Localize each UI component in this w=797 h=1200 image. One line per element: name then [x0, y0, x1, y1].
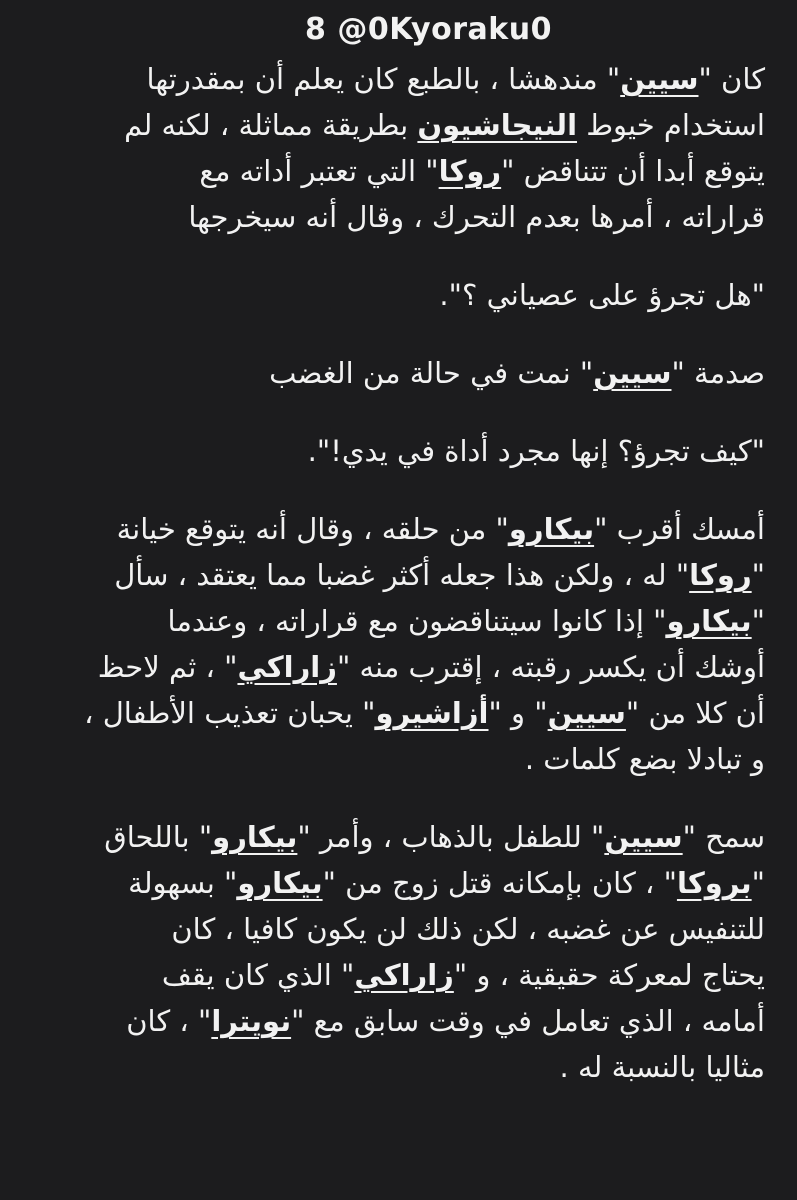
text-line: [78, 736, 765, 782]
character-name: زاراكي: [237, 650, 337, 684]
paragraph: [78, 814, 765, 1090]
text-segment: " ، كان بإمكانه قتل زوج من ": [322, 866, 677, 900]
text-segment: مثاليا بالنسبة له .: [559, 1050, 765, 1084]
character-name: روكا: [438, 154, 502, 188]
text-line: [78, 952, 765, 998]
text-line: [78, 56, 765, 102]
text-line: [78, 272, 765, 318]
text-segment: صدمة ": [671, 356, 765, 390]
text-segment: و تبادلا بضع كلمات .: [524, 742, 765, 776]
character-name: سيين: [547, 696, 626, 730]
text-line: [78, 350, 765, 396]
text-segment: " من حلقه ، وقال أنه يتوقع خيانة: [116, 512, 509, 546]
text-segment: "كيف تجرؤ؟ إنها مجرد أداة في يدي!".: [307, 434, 765, 468]
text-line: [78, 598, 765, 644]
text-segment: ": [751, 866, 765, 900]
text-line: [78, 102, 765, 148]
character-name: بروكا: [676, 866, 752, 900]
character-name: بيكارو: [508, 512, 595, 546]
text-line: [78, 194, 765, 240]
text-line: [78, 148, 765, 194]
text-line: [78, 506, 765, 552]
character-name: النيجاشيون: [417, 108, 578, 142]
text-segment: يتوقع أبدا أن تتناقض ": [501, 154, 765, 188]
text-segment: " للطفل بالذهاب ، وأمر ": [297, 820, 605, 854]
text-segment: استخدام خيوط: [577, 108, 765, 142]
text-segment: "هل تجرؤ على عصياني ؟".: [439, 278, 765, 312]
text-line: [78, 906, 765, 952]
text-line: [78, 644, 765, 690]
text-line: [78, 814, 765, 860]
paragraph: [78, 56, 765, 240]
text-segment: كان ": [698, 62, 765, 96]
character-name: روكا: [689, 558, 752, 592]
character-name: بيكارو: [212, 820, 298, 854]
character-name: سيين: [593, 356, 672, 390]
text-line: [78, 860, 765, 906]
character-name: أزاشيرو: [375, 696, 489, 730]
text-segment: " بسهولة: [128, 866, 238, 900]
text-segment: " الذي كان يقف: [161, 958, 355, 992]
text-segment: " التي تعتبر أداته مع: [199, 154, 439, 188]
text-line: [78, 428, 765, 474]
text-segment: أوشك أن يكسر رقبته ، إقترب منه ": [336, 650, 765, 684]
text-line: [78, 552, 765, 598]
text-line: [78, 998, 765, 1044]
text-segment: أمامه ، الذي تعامل في وقت سابق مع ": [291, 1004, 765, 1038]
character-name: سيين: [620, 62, 699, 96]
character-name: زاراكي: [354, 958, 454, 992]
text-line: [78, 690, 765, 736]
text-segment: " إذا كانوا سيتناقضون مع قراراته ، وعندما: [167, 604, 667, 638]
text-segment: " ، كان: [126, 1004, 212, 1038]
text-segment: ": [751, 558, 765, 592]
text-segment: " له ، ولكن هذا جعله أكثر غضبا مما يعتقد ، سأل: [114, 558, 690, 592]
text-line: [78, 1044, 765, 1090]
paragraph: [78, 350, 765, 396]
paragraph: [78, 272, 765, 318]
character-name: نويترا: [211, 1004, 292, 1038]
text-segment: يحتاج لمعركة حقيقية ، و ": [453, 958, 765, 992]
text-segment: ": [751, 604, 765, 638]
character-name: بيكارو: [237, 866, 323, 900]
text-segment: " مندهشا ، بالطبع كان يعلم أن بمقدرتها: [146, 62, 621, 96]
text-segment: بطريقة مماثلة ، لكنه لم: [124, 108, 418, 142]
text-segment: " نمت في حالة من الغضب: [269, 356, 594, 390]
text-segment: أن كلا من ": [625, 696, 765, 730]
text-segment: قراراته ، أمرها بعدم التحرك ، وقال أنه سيخرجها: [188, 200, 765, 234]
tweet-header: 8 @0Kyoraku0: [305, 12, 552, 47]
paragraph: [78, 506, 765, 782]
text-segment: " يحبان تعذيب الأطفال ،: [84, 696, 376, 730]
text-segment: للتنفيس عن غضبه ، لكن ذلك لن يكون كافيا ، كان: [171, 912, 765, 946]
text-segment: " ، ثم لاحظ: [97, 650, 238, 684]
paragraph: [78, 428, 765, 474]
character-name: سيين: [604, 820, 683, 854]
character-name: بيكارو: [666, 604, 752, 638]
text-segment: سمح ": [682, 820, 765, 854]
story-text: [78, 56, 765, 1122]
text-segment: " و ": [488, 696, 548, 730]
text-segment: أمسك أقرب ": [594, 512, 765, 546]
text-segment: " باللحاق: [104, 820, 213, 854]
